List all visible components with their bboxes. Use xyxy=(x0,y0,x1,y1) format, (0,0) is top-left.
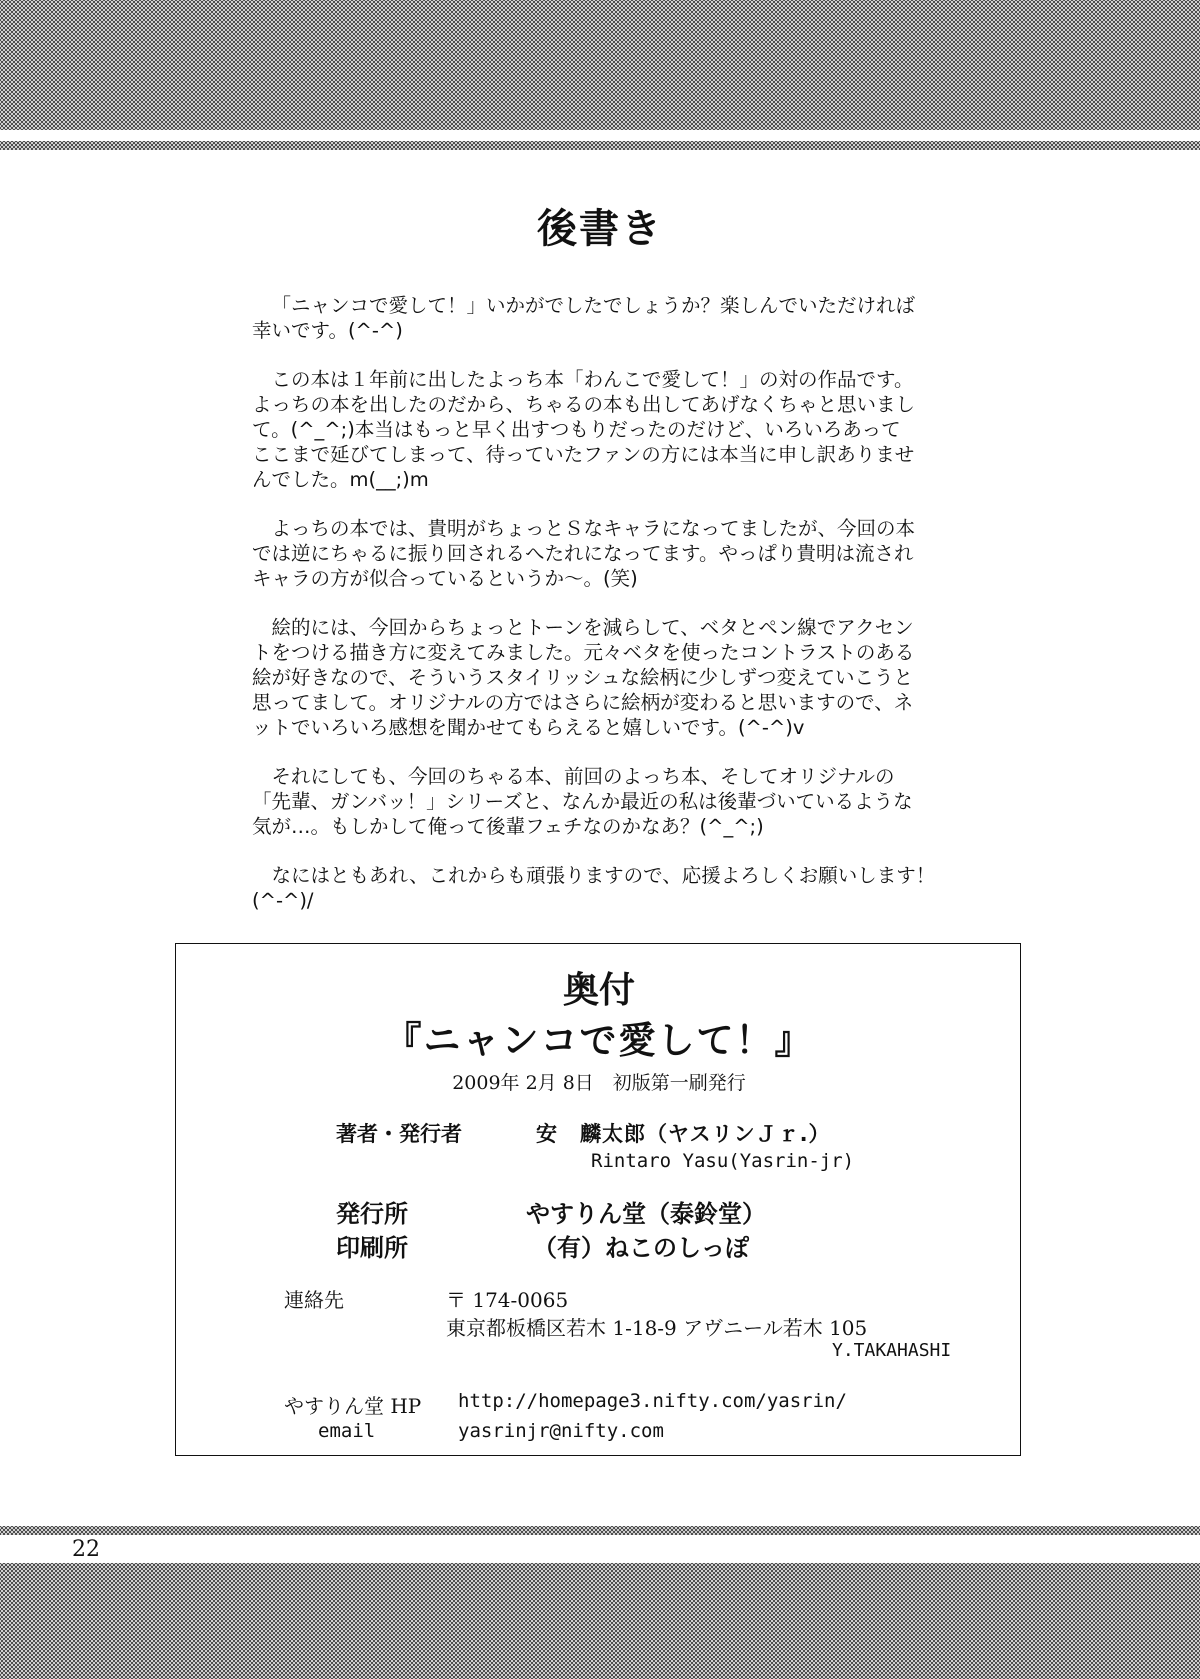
homepage-label: やすりん堂 HP xyxy=(284,1394,422,1418)
postal-code: 〒 174-0065 xyxy=(446,1288,569,1312)
author-label: 著者・発行者 xyxy=(336,1122,462,1146)
contact-label: 連絡先 xyxy=(284,1288,344,1312)
afterword-paragraph: 「ニャンコで愛して！」いかがでしたでしょうか？楽しんでいただければ 幸いです。(^-^) xyxy=(252,294,916,342)
top-screentone-band xyxy=(0,0,1200,130)
page-number: 22 xyxy=(72,1537,100,1562)
address: 東京都板橋区若木 1-18-9 アヴニール若木 105 xyxy=(446,1316,868,1340)
afterword-paragraph: よっちの本では、貴明がちょっとＳなキャラになってましたが、今回の本 では逆にちゃるに振り回されるへたれになってます。やっぱり貴明は流され キャラの方が似合っているというか～。(笑) xyxy=(252,517,916,590)
contact-name: Y.TAKAHASHI xyxy=(832,1340,952,1361)
author-romaji: Rintaro Yasu(Yasrin-jr) xyxy=(591,1150,855,1172)
email-label: email xyxy=(318,1420,376,1442)
afterword-body xyxy=(252,293,962,937)
author-name: 安 麟太郎（ヤスリンＪｒ.） xyxy=(536,1122,831,1146)
afterword-paragraph: なにはともあれ、これからも頑張りますので、応援よろしくお願いします！ (^-^)/ xyxy=(252,864,936,912)
printer-label: 印刷所 xyxy=(336,1234,408,1262)
afterword-paragraph: 絵的には、今回からちょっとトーンを減らして、ベタとペン線でアクセン トをつける描き方に変えてみました。元々ベタを使ったコントラストのある 絵が好きなので、そういうスタイリッシュな絵柄に少しずつ変えていこうと 思ってまして。オリジナルの方ではさらに絵柄が変わると思いますので、ネ ットでいろいろ感想を聞かせてもらえると嬉しいです。(^-^)v xyxy=(252,616,915,739)
email-address: yasrinjr@nifty.com xyxy=(458,1420,664,1442)
colophon-title: 奥付 xyxy=(562,970,635,1011)
bottom-screentone-band xyxy=(0,1563,1200,1679)
printer-name: （有）ねこのしっぽ xyxy=(533,1234,749,1262)
book-title: 『ニャンコで愛して！』 xyxy=(384,1019,814,1062)
afterword-paragraph: この本は１年前に出したよっち本「わんこで愛して！」の対の作品です。 よっちの本を出したのだから、ちゃるの本も出してあげなくちゃと思いまし て。(^_^;)本当はもっと早く出すつもりだったのだけど、いろいろあって ここまで延びてしまって、待っていたファンの方には本当に申し訳ありませ んでした。m(__;)m xyxy=(252,368,916,491)
bottom-screentone-strip xyxy=(0,1526,1200,1535)
publication-date: 2009年 2月 8日 初版第一刷発行 xyxy=(452,1072,746,1094)
afterword-paragraph: それにしても、今回のちゃる本、前回のよっち本、そしてオリジナルの 「先輩、ガンバッ！」シリーズと、なんか最近の私は後輩づいているような 気が…。もしかして俺って後輩フェチなのかなあ？(^_^;) xyxy=(252,765,913,838)
publisher-label: 発行所 xyxy=(336,1200,408,1228)
publisher-name: やすりん堂（泰鈴堂） xyxy=(526,1200,766,1228)
homepage-url: http://homepage3.nifty.com/yasrin/ xyxy=(458,1390,847,1412)
afterword-title: 後書き xyxy=(537,206,663,252)
colophon-box xyxy=(175,943,1021,1456)
top-screentone-strip xyxy=(0,141,1200,150)
